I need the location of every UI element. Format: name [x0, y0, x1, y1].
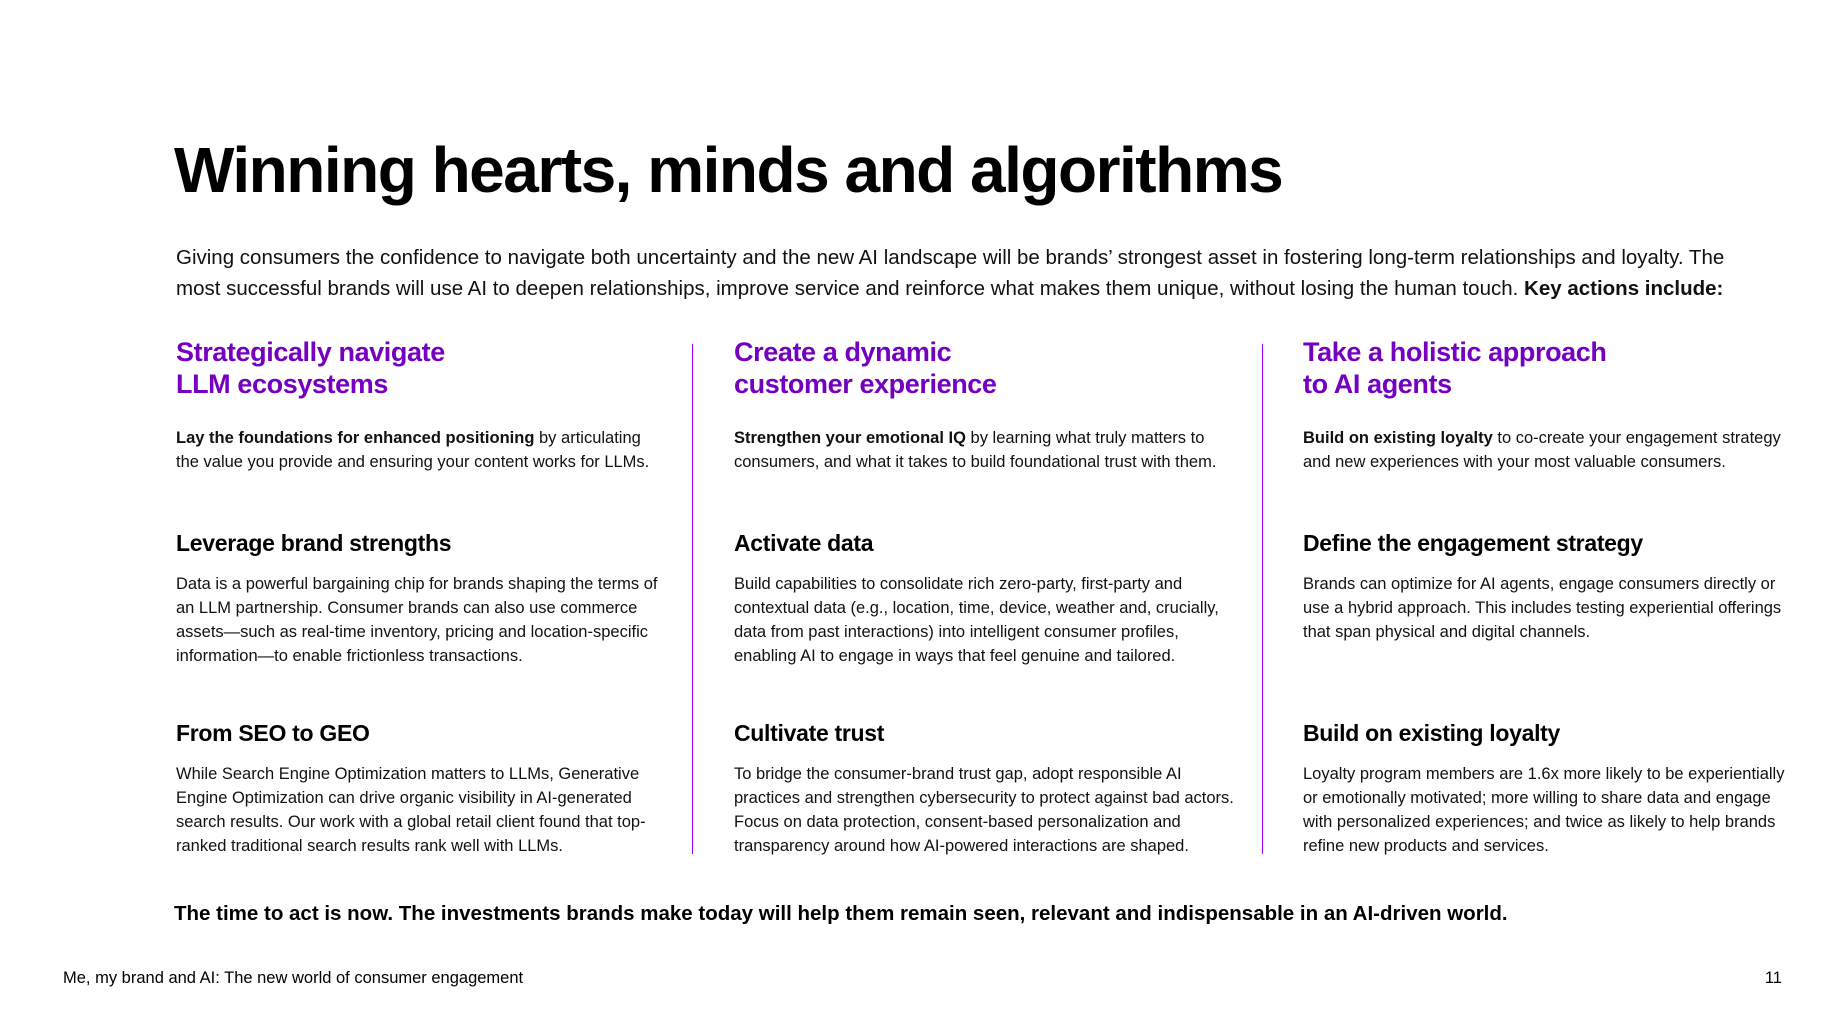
section-text: Data is a powerful bargaining chip for brands shaping the terms of an LLM partnership. Consumer brands can also use commerce assets—such as real-time inventory, pricing and location-specific information—to enable frictionless transactions.	[176, 575, 658, 665]
column-lead	[1303, 426, 1803, 528]
lead-text: by learning what truly matters to consumers, and what it takes to build foundational trust with them.	[734, 429, 1217, 471]
lead-bold: Build on existing loyalty	[1303, 429, 1493, 447]
section-text: To bridge the consumer-brand trust gap, adopt responsible AI practices and strengthen cybersecurity to protect against bad actors. Focus on data protection, consent-based personalization and transparency around how AI-powered interactions are shaped.	[734, 765, 1234, 855]
closing-statement: The time to act is now. The investments brands make today will help them remain seen, relevant and indispensable in an AI-driven world.	[174, 902, 1508, 925]
column-heading: Strategically navigate LLM ecosystems	[176, 337, 445, 399]
lead-bold: Strengthen your emotional IQ	[734, 429, 966, 447]
footer-title: Me, my brand and AI: The new world of consumer engagement	[63, 969, 524, 987]
section-heading: Activate data	[734, 530, 874, 556]
column-lead	[176, 426, 666, 528]
section-text: While Search Engine Optimization matters to LLMs, Generative Engine Optimization can drive organic visibility in AI-generated search results. Our work with a global retail client found that top-ranked traditional search results rank well with LLMs.	[176, 765, 646, 855]
column-divider	[692, 344, 693, 854]
section-text: Build capabilities to consolidate rich zero-party, first-party and contextual data (e.g., location, time, device, weather and, crucially, data from past interactions) into intelligent consumer profiles, enabling AI to engage in ways that feel genuine and tailored.	[734, 575, 1219, 665]
section-text: Brands can optimize for AI agents, engage consumers directly or use a hybrid approach. This includes testing experiential offerings that span physical and digital channels.	[1303, 575, 1782, 641]
section-heading: Cultivate trust	[734, 720, 885, 746]
column-lead	[734, 426, 1234, 528]
section-heading: Leverage brand strengths	[176, 530, 452, 556]
lead-bold: Lay the foundations for enhanced positioning	[176, 429, 535, 447]
key-actions-label: Key actions include:	[1524, 277, 1724, 300]
page-number: 11	[1764, 969, 1782, 987]
page-title: Winning hearts, minds and algorithms	[174, 134, 1283, 206]
column-llm-ecosystems	[176, 336, 666, 908]
column-customer-experience	[734, 336, 1234, 908]
column-heading: Create a dynamic customer experience	[734, 337, 997, 399]
section-text: Loyalty program members are 1.6x more likely to be experientially or emotionally motivated; more willing to share data and engage with personalized experiences; and twice as likely to help brands refine new products and services.	[1303, 765, 1785, 855]
intro-paragraph	[176, 242, 1766, 304]
lead-text: by articulating the value you provide and ensuring your content works for LLMs.	[176, 429, 650, 471]
column-heading: Take a holistic approach to AI agents	[1303, 337, 1607, 399]
column-ai-agents	[1303, 336, 1803, 908]
section-heading: Define the engagement strategy	[1303, 530, 1643, 556]
section-heading: From SEO to GEO	[176, 720, 370, 746]
column-divider	[1262, 344, 1263, 854]
section-heading: Build on existing loyalty	[1303, 720, 1561, 746]
lead-text: to co-create your engagement strategy and new experiences with your most valuable consumers.	[1303, 429, 1781, 471]
intro-text: Giving consumers the confidence to navigate both uncertainty and the new AI landscape will be brands’ strongest asset in fostering long-term relationships and loyalty. The most successful brands will use AI to deepen relationships, improve service and reinforce what makes them unique, without losing the human touch.	[176, 246, 1725, 300]
